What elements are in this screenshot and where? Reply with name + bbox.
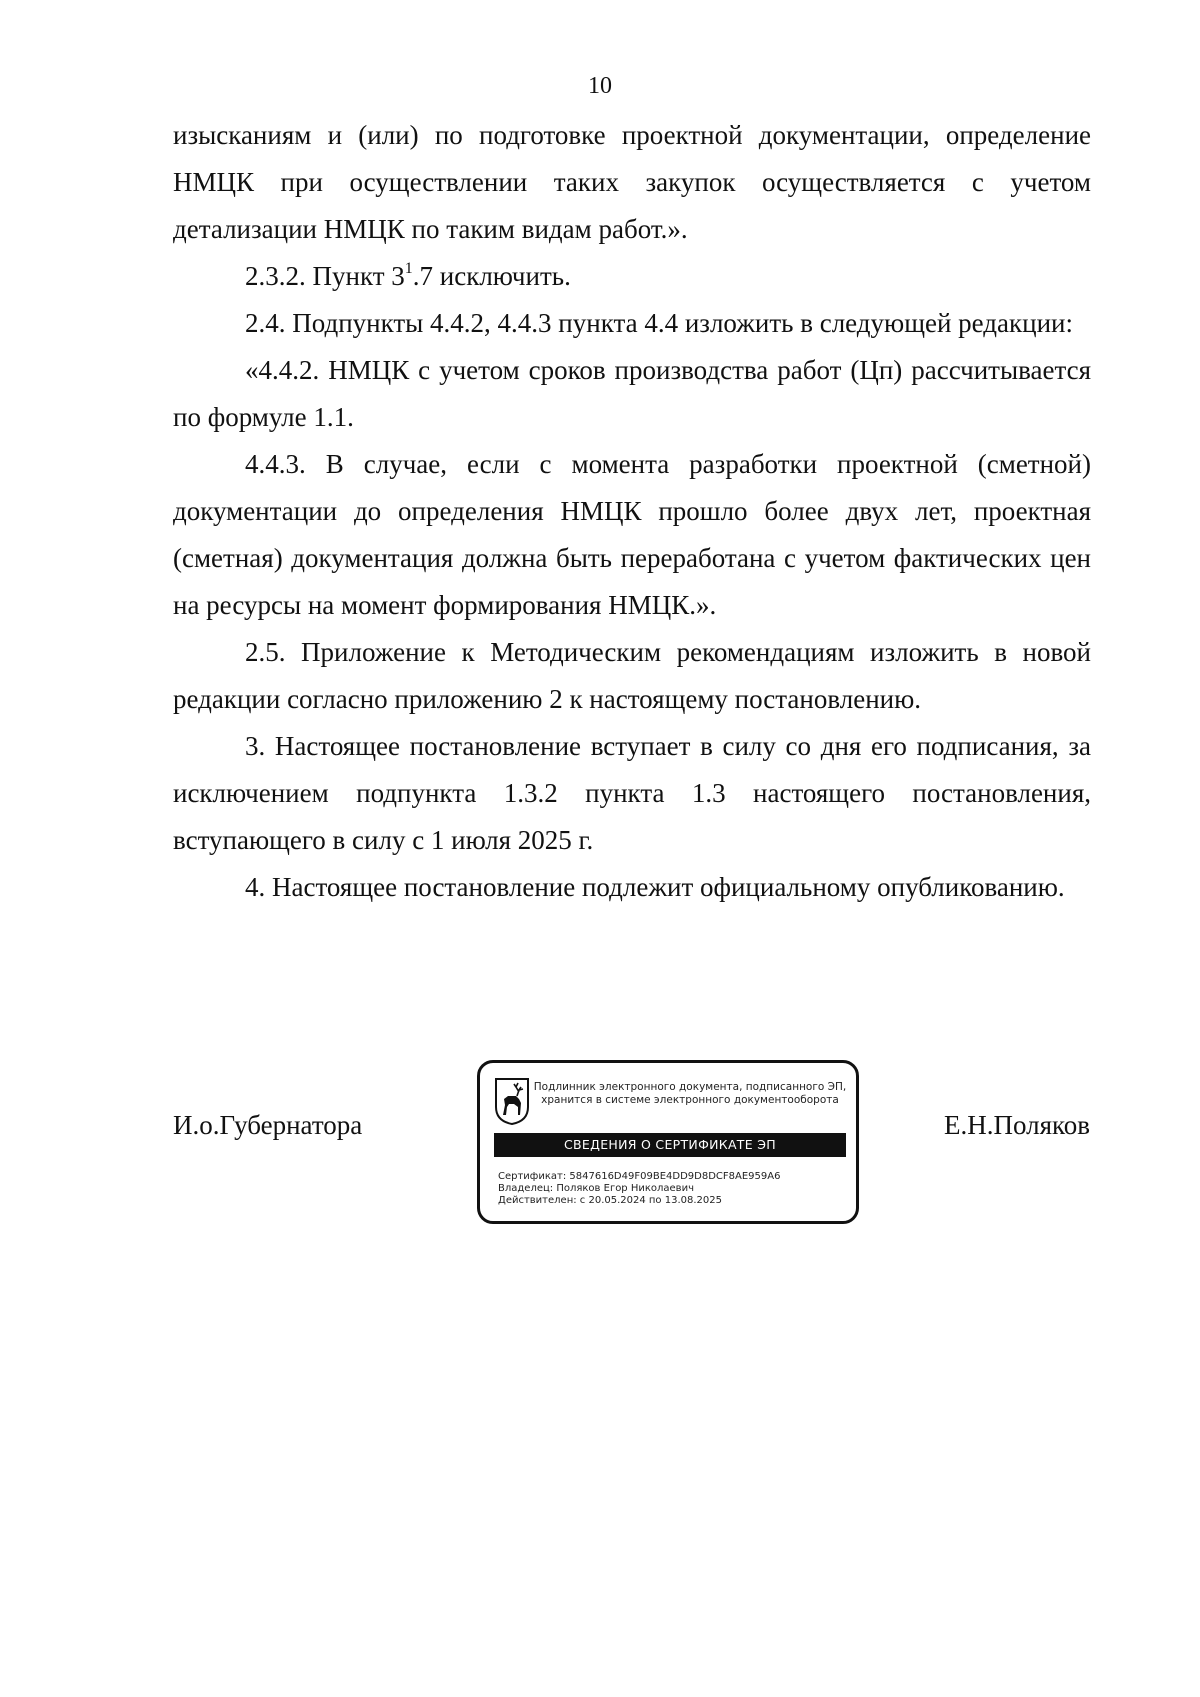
- signatory-title: И.о.Губернатора: [173, 1110, 363, 1140]
- paragraph: 2.5. Приложение к Методическим рекомендациям изложить в новой редакции согласно приложению 2 к настоящему постановлению.: [173, 637, 1091, 714]
- document-body: [173, 112, 1091, 911]
- coat-of-arms-deer-icon: [494, 1077, 530, 1125]
- electronic-signature-stamp: [477, 1060, 859, 1224]
- signature-block: [0, 1060, 1200, 1230]
- certificate-validity: Действителен: с 20.05.2024 по 13.08.2025: [498, 1195, 722, 1206]
- paragraph: 4. Настоящее постановление подлежит официальному опубликованию.: [245, 872, 1065, 902]
- page-number: 10: [588, 73, 612, 99]
- paragraph: 4.4.3. В случае, если с момента разработки проектной (сметной) документации до определения НМЦК прошло более двух лет, проектная (сметная) документация должна быть переработана с учетом фактических цен на ресурсы на момент формирования НМЦК.».: [173, 449, 1091, 620]
- stamp-header-line: Подлинник электронного документа, подписанного ЭП,: [533, 1081, 847, 1093]
- paragraph-text: .7 исключить.: [412, 261, 571, 291]
- certificate-owner: Владелец: Поляков Егор Николаевич: [498, 1183, 694, 1194]
- paragraph: 2.4. Подпункты 4.4.2, 4.4.3 пункта 4.4 изложить в следующей редакции:: [245, 308, 1073, 338]
- signatory-name: Е.Н.Поляков: [943, 1110, 1090, 1140]
- certificate-number: Сертификат: 5847616D49F09BE4DD9D8DCF8AE959A6: [498, 1171, 781, 1182]
- superscript: 1: [404, 260, 413, 277]
- stamp-title-bar: СВЕДЕНИЯ О СЕРТИФИКАТЕ ЭП: [494, 1133, 846, 1157]
- stamp-details: [498, 1171, 780, 1207]
- paragraph: 3. Настоящее постановление вступает в силу со дня его подписания, за исключением подпункта 1.3.2 пункта 1.3 настоящего постановления, вступающего в силу с 1 июля 2025 г.: [173, 731, 1091, 855]
- stamp-header-line: хранится в системе электронного документооборота: [541, 1094, 839, 1106]
- stamp-header: [530, 1081, 850, 1107]
- paragraph: изысканиям и (или) по подготовке проектной документации, определение НМЦК при осуществлении таких закупок осуществляется с учетом детализации НМЦК по таким видам работ.».: [173, 120, 1091, 244]
- paragraph: [173, 253, 1091, 300]
- paragraph: «4.4.2. НМЦК с учетом сроков производства работ (Цп) рассчитывается по формуле 1.1.: [173, 355, 1091, 432]
- paragraph-text: 2.3.2. Пункт 3: [245, 261, 405, 291]
